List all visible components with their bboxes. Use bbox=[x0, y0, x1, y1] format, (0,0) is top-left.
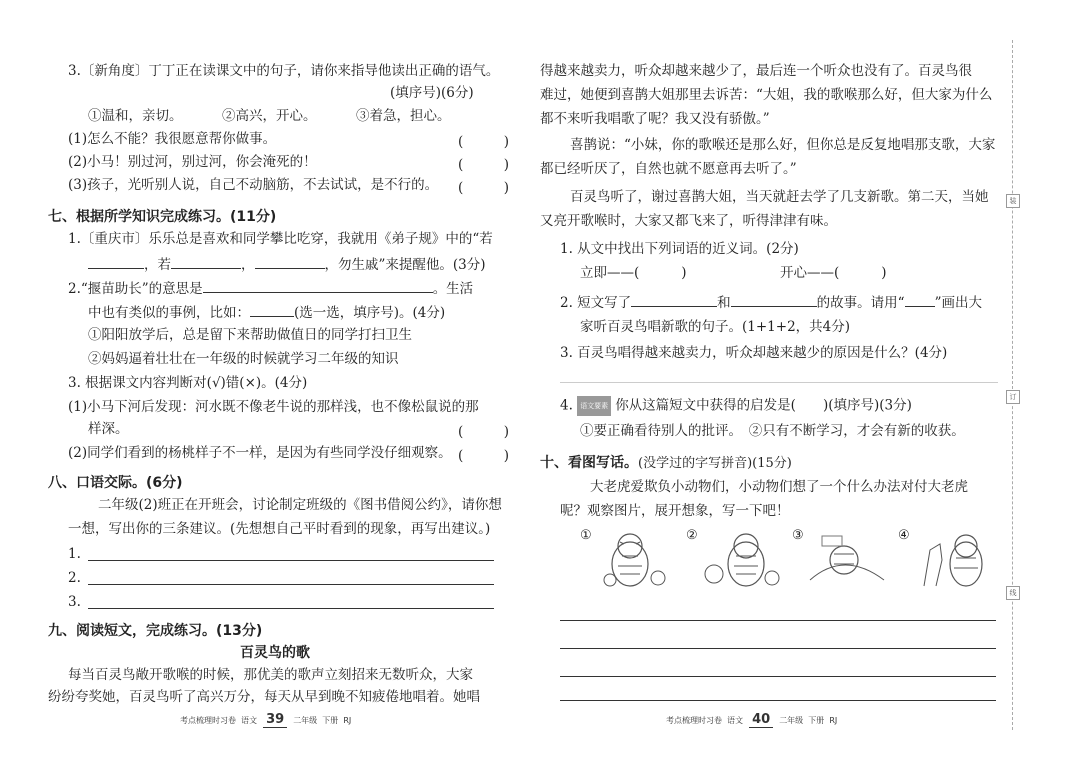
suggestion-num: 2. bbox=[68, 570, 81, 586]
page-number: 39 bbox=[263, 712, 287, 728]
sec7-q3-item1-b: 样深。 bbox=[88, 421, 129, 437]
story-para-1: 每当百灵鸟敞开歌喉的时候，那优美的歌声立刻招来无数听众，大家 bbox=[68, 667, 473, 683]
footer-left bbox=[180, 712, 351, 728]
text-fragment: (选一选，填序号)。(4分) bbox=[294, 305, 446, 321]
sec7-q2-line1 bbox=[68, 278, 473, 298]
writing-line[interactable] bbox=[560, 676, 996, 677]
sec8-para-2: 一想，写出你的三条建议。(先想想自己平时看到的现象，再写出建议。) bbox=[68, 521, 491, 537]
text-fragment: 开心——( bbox=[780, 265, 840, 281]
story-line: 都已经听厌了，自然也就不愿意再去听了。” bbox=[540, 161, 797, 177]
fill-blank[interactable] bbox=[731, 292, 817, 307]
sec10-para-1: 大老虎爱欺负小动物们，小动物们想了一个什么办法对付大老虎 bbox=[590, 479, 968, 495]
reading-q4-options: ①要正确看待别人的批评。 ②只有不断学习，才会有新的收获。 bbox=[580, 423, 965, 439]
text-fragment: 4. bbox=[560, 397, 573, 414]
section-8-title: 八、口语交际。(6分) bbox=[48, 475, 183, 491]
answer-paren[interactable]: ( ) bbox=[458, 134, 510, 150]
section-10-title bbox=[540, 452, 792, 472]
sec7-q1-line2 bbox=[88, 254, 486, 274]
footer-right bbox=[666, 712, 837, 728]
q1-word-1 bbox=[580, 264, 687, 282]
text-fragment: 中也有类似的事例，比如： bbox=[88, 305, 250, 321]
reading-q3: 3. 百灵鸟唱得越来越卖力，听众却越来越少的原因是什么？(4分) bbox=[560, 345, 948, 361]
text-fragment: 立即——( bbox=[580, 265, 640, 281]
text-fragment: 2. 短文写了 bbox=[560, 295, 632, 311]
text-fragment: 。生活 bbox=[432, 281, 474, 297]
answer-paren[interactable]: ( ) bbox=[458, 180, 510, 196]
fill-blank[interactable] bbox=[255, 254, 325, 269]
story-line: 又亮开歌喉时，大家又都飞来了，听得津津有味。 bbox=[540, 213, 837, 229]
picture-number: ① bbox=[580, 528, 592, 543]
q3-option-2: ②高兴，开心。 bbox=[222, 108, 317, 124]
fill-blank[interactable] bbox=[203, 278, 433, 293]
answer-line[interactable] bbox=[88, 608, 494, 609]
fill-blank[interactable] bbox=[171, 254, 241, 269]
picture-number: ④ bbox=[898, 528, 910, 543]
suggestion-num: 1. bbox=[68, 546, 81, 562]
text-fragment: ，若 bbox=[144, 257, 171, 273]
reading-q1: 1. 从文中找出下列词语的近义词。(2分) bbox=[560, 241, 799, 257]
text-fragment: ， bbox=[241, 257, 255, 273]
story-title: 百灵鸟的歌 bbox=[240, 645, 310, 661]
binding-mark: 线 bbox=[1006, 586, 1020, 600]
answer-paren[interactable]: ( ) bbox=[458, 448, 510, 464]
fill-blank[interactable] bbox=[250, 302, 294, 317]
text-fragment: ，勿生戚”来提醒他。(3分) bbox=[324, 257, 486, 273]
q3-item-1: (1)怎么不能？我很愿意帮你做事。 bbox=[68, 131, 277, 147]
q3-item-3: (3)孩子，光听别人说，自己不动脑筋，不去试试，是不行的。 bbox=[68, 177, 439, 193]
footer-term: 下册 bbox=[808, 716, 825, 725]
q1-word-2 bbox=[780, 264, 887, 282]
answer-paren[interactable]: ( ) bbox=[458, 424, 510, 440]
text-fragment: 和 bbox=[717, 295, 731, 311]
story-line: 难过，她便到喜鹊大姐那里去诉苦：“大姐，我的歌喉那么好，但大家为什么 bbox=[540, 87, 993, 103]
footer-book: 考点梳理时习卷 bbox=[666, 716, 722, 725]
sec7-q3-item1-a: (1)小马下河后发现：河水既不像老牛说的那样浅，也不像松鼠说的那 bbox=[68, 399, 479, 415]
tiger-drawing-icon bbox=[698, 530, 784, 592]
tiger-picture-3 bbox=[804, 530, 890, 592]
q3-prompt: 3.〔新角度〕丁丁正在读课文中的句子，请你来指导他读出正确的语气。 bbox=[68, 63, 500, 79]
text-fragment: 十、看图写话。 bbox=[540, 455, 638, 471]
section-9-title: 九、阅读短文，完成练习。(13分) bbox=[48, 623, 263, 639]
footer-grade: 二年级 bbox=[293, 716, 318, 725]
suggestion-num: 3. bbox=[68, 594, 81, 610]
tiger-drawing-icon bbox=[804, 530, 890, 592]
section-7-title: 七、根据所学知识完成练习。(11分) bbox=[48, 209, 277, 225]
text-fragment: 的故事。请用“ bbox=[816, 295, 905, 311]
answer-line[interactable] bbox=[88, 584, 494, 585]
answer-line[interactable] bbox=[88, 560, 494, 561]
tiger-picture-4 bbox=[910, 530, 996, 592]
binding-mark: 装 bbox=[1006, 194, 1020, 208]
sec7-q3: 3. 根据课文内容判断对(√)错(×)。(4分) bbox=[68, 375, 308, 391]
picture-number: ③ bbox=[792, 528, 804, 543]
divider bbox=[560, 382, 998, 383]
footer-book: 考点梳理时习卷 bbox=[180, 716, 236, 725]
tiger-picture-2 bbox=[698, 530, 784, 592]
answer-paren[interactable]: ( ) bbox=[458, 157, 510, 173]
story-line: 喜鹊说：“小妹，你的歌喉还是那么好，但你总是反复地唱那支歌，大家 bbox=[570, 137, 996, 153]
footer-edition: RJ bbox=[343, 716, 352, 725]
sec7-q3-item2: (2)同学们看到的杨桃样子不一样，是因为有些同学没仔细观察。 bbox=[68, 445, 452, 461]
q3-item-2: (2)小马！别过河，别过河，你会淹死的！ bbox=[68, 154, 317, 170]
fill-blank[interactable] bbox=[88, 254, 144, 269]
q3-option-1: ①温和，亲切。 bbox=[88, 108, 183, 124]
sec7-q2-line2 bbox=[88, 302, 445, 322]
sec7-q1-line1: 1.〔重庆市〕乐乐总是喜欢和同学攀比吃穿，我就用《弟子规》中的“若 bbox=[68, 231, 493, 247]
binding-line bbox=[1012, 40, 1013, 730]
literacy-badge: 语文要素 bbox=[577, 396, 611, 416]
story-line: 百灵鸟听了，谢过喜鹊大姐，当天就赶去学了几支新歌。第二天，当她 bbox=[570, 189, 989, 205]
text-fragment: (没学过的字写拼音)(15分) bbox=[638, 456, 792, 471]
footer-subject: 语文 bbox=[241, 716, 258, 725]
story-para-2: 纷纷夸奖她，百灵鸟听了高兴万分，每天从早到晚不知疲倦地唱着。她唱 bbox=[48, 689, 480, 705]
page-number: 40 bbox=[749, 712, 773, 728]
tiger-picture-1 bbox=[592, 530, 678, 592]
reading-q4 bbox=[560, 396, 912, 416]
binding-mark: 订 bbox=[1006, 390, 1020, 404]
sec10-para-2: 呢？观察图片，展开想象，写一下吧！ bbox=[560, 503, 790, 519]
text-fragment: ) bbox=[881, 265, 887, 281]
picture-number: ② bbox=[686, 528, 698, 543]
tiger-drawing-icon bbox=[910, 530, 996, 592]
fill-blank[interactable] bbox=[631, 292, 717, 307]
sec7-q2-option-2: ②妈妈逼着壮壮在一年级的时候就学习二年级的知识 bbox=[88, 351, 399, 367]
story-line: 都不来听我唱歌了呢？我又没有骄傲。” bbox=[540, 111, 770, 127]
tiger-drawing-icon bbox=[592, 530, 678, 592]
text-fragment: ) bbox=[681, 265, 687, 281]
text-fragment: 你从这篇短文中获得的启发是( )(填序号)(3分) bbox=[615, 397, 912, 414]
q3-prompt-end: (填序号)(6分) bbox=[390, 85, 474, 101]
underline-sample bbox=[905, 292, 935, 307]
reading-q2-line1 bbox=[560, 292, 982, 312]
writing-line[interactable] bbox=[560, 620, 996, 621]
q3-option-3: ③着急，担心。 bbox=[356, 108, 451, 124]
writing-line[interactable] bbox=[560, 700, 996, 701]
footer-subject: 语文 bbox=[727, 716, 744, 725]
sec8-para-1: 二年级(2)班正在开班会，讨论制定班级的《图书借阅公约》，请你想 bbox=[98, 497, 502, 513]
right-page bbox=[540, 0, 1080, 764]
footer-term: 下册 bbox=[322, 716, 339, 725]
story-line: 得越来越卖力，听众却越来越少了，最后连一个听众也没有了。百灵鸟很 bbox=[540, 63, 972, 79]
writing-line[interactable] bbox=[560, 648, 996, 649]
text-fragment: ”画出大 bbox=[934, 295, 982, 311]
footer-grade: 二年级 bbox=[779, 716, 804, 725]
text-fragment: 2.“揠苗助长”的意思是 bbox=[68, 281, 203, 297]
reading-q2-line2: 家听百灵鸟唱新歌的句子。(1+1+2，共4分) bbox=[580, 319, 851, 335]
footer-edition: RJ bbox=[829, 716, 838, 725]
sec7-q2-option-1: ①阳阳放学后，总是留下来帮助做值日的同学打扫卫生 bbox=[88, 327, 412, 343]
